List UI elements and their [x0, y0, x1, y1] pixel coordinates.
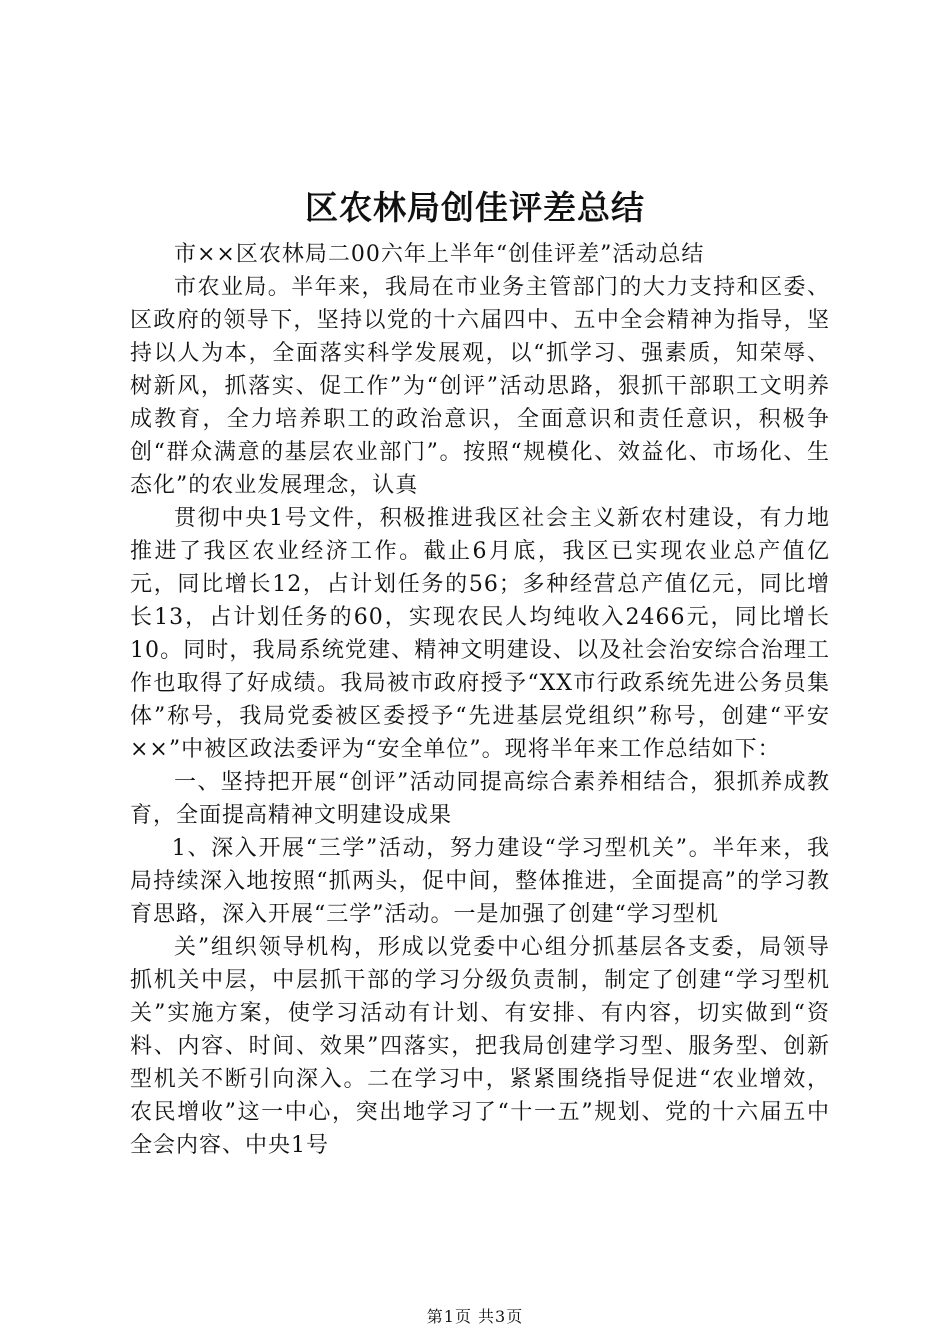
- page-footer: 第1页 共3页: [426, 1307, 524, 1326]
- body-paragraph: 贯彻中央1号文件，积极推进我区社会主义新农村建设，有力地推进了我区农业经济工作。截止6月底，我区已实现农业总产值亿元，同比增长12，占计划任务的56；多种经营总产值亿元，同比增长13，占计划任务的60，实现农民人均纯收入2466元，同比增长10。同时，我局系统党建、精神文明建设、以及社会治安综合治理工作也取得了好成绩。我局被市政府授予“XX市行政系统先进公务员集体”称号，我局党委被区委授予“先进基层党组织”称号，创建“平安××”中被区政法委评为“安全单位”。现将半年来工作总结如下：: [130, 506, 830, 762]
- subsection-paragraph: 1、深入开展“三学”活动，努力建设“学习型机关”。半年来，我局持续深入地按照“抓两头，促中间，整体推进，全面提高”的学习教育思路，深入开展“三学”活动。一是加强了创建“学习型机: [130, 836, 830, 927]
- document-title: 区农林局创佳评差总结: [305, 188, 645, 227]
- body-paragraph: 关”组织领导机构，形成以党委中心组分抓基层各支委，局领导抓机关中层，中层抓干部的学习分级负责制，制定了创建“学习型机关”实施方案，使学习活动有计划、有安排、有内容，切实做到“资料、内容、时间、效果”四落实，把我局创建学习型、服务型、创新型机关不断引向深入。二在学习中，紧紧围绕指导促进“农业增效，农民增收”这一中心，突出地学习了“十一五”规划、党的十六届五中全会内容、中央1号: [130, 935, 830, 1158]
- document-body: [130, 238, 830, 1162]
- subtitle-paragraph: 市××区农林局二00六年上半年“创佳评差”活动总结: [174, 242, 705, 267]
- body-paragraph: 市农业局。半年来，我局在市业务主管部门的大力支持和区委、区政府的领导下，坚持以党的十六届四中、五中全会精神为指导，坚持以人为本，全面落实科学发展观，以“抓学习、强素质，知荣辱、树新风，抓落实、促工作”为“创评”活动思路，狠抓干部职工文明养成教育，全力培养职工的政治意识，全面意识和责任意识，积极争创“群众满意的基层农业部门”。按照“规模化、效益化、市场化、生态化”的农业发展理念，认真: [130, 275, 830, 498]
- section-heading: 一、坚持把开展“创评”活动同提高综合素养相结合，狠抓养成教育，全面提高精神文明建设成果: [130, 770, 830, 828]
